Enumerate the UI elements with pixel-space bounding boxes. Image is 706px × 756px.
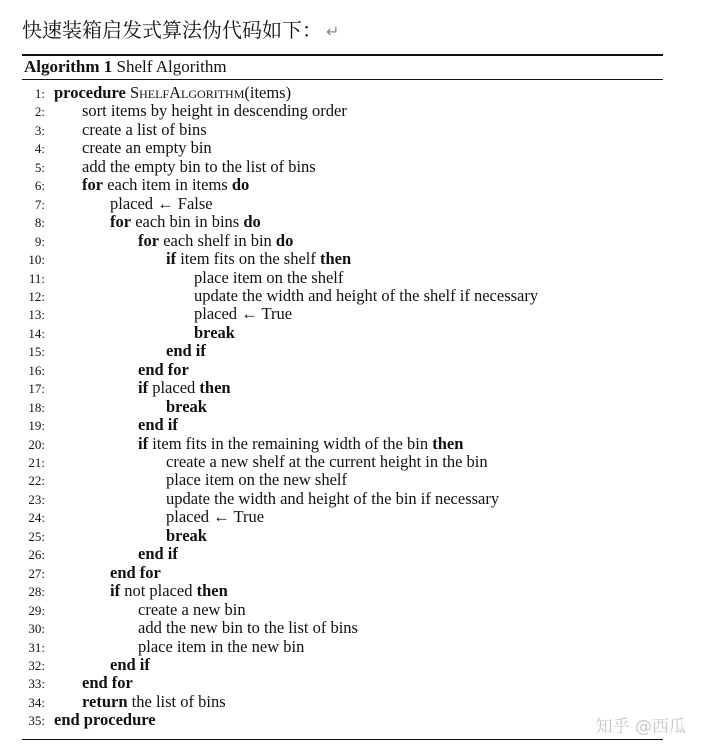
code-text: add the new bin to the list of bins xyxy=(138,618,358,638)
line-code xyxy=(82,120,207,140)
heading-text: 快速装箱启发式算法伪代码如下： xyxy=(22,18,322,42)
code-text: each bin in bins xyxy=(131,212,244,232)
line-code xyxy=(110,563,161,583)
line-code xyxy=(194,268,343,288)
line-code xyxy=(166,397,207,417)
line-number: 4: xyxy=(34,141,45,157)
line-number: 16: xyxy=(28,362,45,378)
keyword: then xyxy=(320,249,352,269)
keyword: end if xyxy=(166,341,206,361)
line-number: 14: xyxy=(28,325,45,341)
keyword: do xyxy=(275,230,294,250)
code-text: create a new shelf at the current height in the bin xyxy=(166,452,488,471)
code-text: update the width and height of the shelf if necessary xyxy=(194,285,539,305)
keyword: for xyxy=(138,230,160,250)
line-number: 20: xyxy=(28,436,45,452)
line-code xyxy=(194,323,235,343)
line-number: 19: xyxy=(28,418,45,434)
line-code xyxy=(166,489,499,509)
line-code xyxy=(138,434,463,454)
keyword: end if xyxy=(138,415,178,435)
line-number: 11: xyxy=(28,270,45,286)
algorithm-caption-rule xyxy=(22,79,663,80)
line-number: 8: xyxy=(34,215,45,231)
line-number: 13: xyxy=(28,307,45,323)
code-text: place item on the new shelf xyxy=(166,470,347,490)
keyword: return xyxy=(82,691,128,711)
line-number: 6: xyxy=(34,178,45,194)
keyword: end for xyxy=(138,359,189,379)
keyword: for xyxy=(82,175,104,195)
algorithm-top-rule xyxy=(22,54,663,56)
line-code xyxy=(82,673,133,693)
line-code xyxy=(138,600,246,620)
code-text: item fits in the remaining width of the bin xyxy=(148,433,433,453)
keyword: if xyxy=(110,581,121,601)
keyword: end for xyxy=(110,562,161,582)
line-code xyxy=(194,304,292,324)
line-code xyxy=(166,470,347,490)
line-number: 25: xyxy=(28,528,45,544)
line-code xyxy=(82,101,347,121)
code-text: create a new bin xyxy=(138,599,246,619)
line-code xyxy=(54,83,291,103)
line-number: 35: xyxy=(28,713,45,729)
keyword: if xyxy=(138,433,149,453)
line-code xyxy=(82,138,212,158)
line-code xyxy=(138,415,178,435)
line-number: 31: xyxy=(28,639,45,655)
procedure-name: ShelfAlgorithm xyxy=(129,83,245,102)
line-number: 15: xyxy=(28,344,45,360)
line-code xyxy=(138,360,189,380)
line-code xyxy=(110,212,261,232)
line-number: 12: xyxy=(28,288,45,304)
line-code xyxy=(110,581,228,601)
code-text: create an empty bin xyxy=(82,138,212,158)
line-code xyxy=(138,378,231,398)
keyword: if xyxy=(138,378,149,398)
keyword: do xyxy=(231,175,250,195)
keyword: then xyxy=(432,433,464,453)
keyword: then xyxy=(199,378,231,398)
algorithm-caption xyxy=(24,57,227,77)
return-mark-icon: ↵ xyxy=(326,22,340,41)
code-text: place item in the new bin xyxy=(138,636,305,656)
code-text: each item in items xyxy=(103,175,232,195)
line-code xyxy=(194,286,538,306)
keyword: end procedure xyxy=(54,710,156,730)
line-code xyxy=(166,341,206,361)
code-text: placed ← True xyxy=(194,304,293,324)
line-code xyxy=(110,655,150,675)
code-text: (items) xyxy=(244,83,292,102)
keyword: end if xyxy=(110,654,150,674)
keyword: end for xyxy=(82,673,133,693)
line-code xyxy=(138,637,304,657)
line-code xyxy=(54,710,156,730)
code-text: not placed xyxy=(120,581,197,601)
line-code xyxy=(166,526,207,546)
keyword: then xyxy=(196,581,228,601)
algorithm-title: Shelf Algorithm xyxy=(116,57,227,76)
line-number: 32: xyxy=(28,657,45,673)
line-code xyxy=(82,692,226,712)
line-number: 24: xyxy=(28,510,45,526)
keyword: do xyxy=(243,212,261,232)
line-number: 29: xyxy=(28,602,45,618)
line-number: 23: xyxy=(28,491,45,507)
line-code xyxy=(138,618,358,638)
line-number: 22: xyxy=(28,473,45,489)
code-text: placed ← False xyxy=(110,193,213,213)
keyword: if xyxy=(166,249,177,269)
line-number: 10: xyxy=(28,252,45,268)
algorithm-label: Algorithm 1 xyxy=(24,57,113,76)
keyword: for xyxy=(110,212,132,232)
line-code xyxy=(138,544,178,564)
keyword: break xyxy=(166,396,207,416)
line-number: 5: xyxy=(34,159,45,175)
line-code xyxy=(166,452,488,472)
code-text: place item on the shelf xyxy=(194,267,344,287)
code-text: sort items by height in descending order xyxy=(82,101,347,121)
line-code xyxy=(82,157,316,177)
line-number: 33: xyxy=(28,676,45,692)
code-text: create a list of bins xyxy=(82,119,207,139)
line-number: 2: xyxy=(34,104,45,120)
code-text: add the empty bin to the list of bins xyxy=(82,156,316,176)
code-text: placed xyxy=(148,378,200,398)
code-text: the list of bins xyxy=(127,691,226,711)
keyword: end if xyxy=(138,544,178,564)
line-code xyxy=(82,175,249,195)
line-number: 17: xyxy=(28,381,45,397)
code-text: each shelf in bin xyxy=(159,230,276,250)
keyword: break xyxy=(166,525,207,545)
line-number: 1: xyxy=(34,86,45,101)
code-text: item fits on the shelf xyxy=(176,249,320,269)
page-heading xyxy=(22,14,339,43)
keyword: procedure xyxy=(54,83,126,102)
line-number: 27: xyxy=(28,565,45,581)
line-number: 30: xyxy=(28,621,45,637)
keyword: break xyxy=(194,322,235,342)
line-code xyxy=(110,194,213,214)
code-text: update the width and height of the bin if necessary xyxy=(166,488,500,508)
line-number: 9: xyxy=(34,233,45,249)
line-code xyxy=(138,231,293,251)
line-number: 7: xyxy=(34,196,45,212)
line-number: 21: xyxy=(28,455,45,470)
line-number: 18: xyxy=(28,399,45,415)
code-text: placed ← True xyxy=(166,507,265,527)
line-number: 26: xyxy=(28,547,45,563)
line-code xyxy=(166,249,351,269)
line-code xyxy=(166,507,264,527)
watermark: 知乎 @西瓜 xyxy=(595,717,686,737)
line-number: 34: xyxy=(28,694,45,710)
line-number: 3: xyxy=(34,122,45,138)
line-number: 28: xyxy=(28,584,45,600)
algorithm-bottom-rule xyxy=(22,739,663,740)
